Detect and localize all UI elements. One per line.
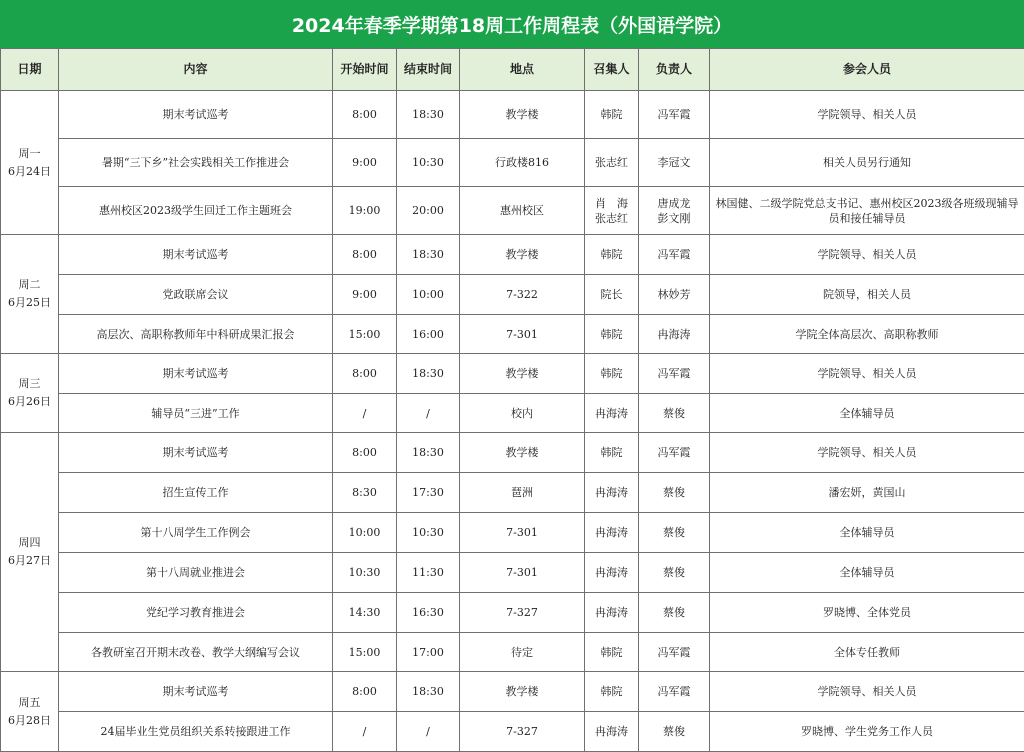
start-time: 19:00 bbox=[333, 187, 397, 235]
convener-cell bbox=[585, 91, 639, 139]
table-row bbox=[1, 187, 1024, 235]
table-row bbox=[1, 672, 1024, 712]
schedule-table bbox=[0, 48, 1024, 752]
attendees: 罗晓博、全体党员 bbox=[710, 593, 1024, 633]
event-place: 教学楼 bbox=[460, 91, 585, 139]
start-time: 10:30 bbox=[333, 553, 397, 593]
event-place: 惠州校区 bbox=[460, 187, 585, 235]
convener-cell bbox=[585, 593, 639, 633]
end-time: 18:30 bbox=[397, 354, 460, 394]
event-content: 期末考试巡考 bbox=[59, 672, 333, 712]
end-time: 17:00 bbox=[397, 633, 460, 672]
convener-cell bbox=[585, 473, 639, 513]
header-owner: 负责人 bbox=[639, 49, 710, 91]
event-place: 校内 bbox=[460, 394, 585, 433]
owner-cell bbox=[639, 139, 710, 187]
table-row bbox=[1, 633, 1024, 672]
weekday-label: 周一 bbox=[18, 146, 41, 160]
convener-name: 张志红 bbox=[595, 211, 628, 225]
event-place: 教学楼 bbox=[460, 354, 585, 394]
end-time: 11:30 bbox=[397, 553, 460, 593]
event-content: 高层次、高职称教师年中科研成果汇报会 bbox=[59, 315, 333, 354]
owner-cell bbox=[639, 593, 710, 633]
owner-cell bbox=[639, 187, 710, 235]
owner-name: 蔡俊 bbox=[663, 526, 685, 539]
start-time: 14:30 bbox=[333, 593, 397, 633]
day-cell bbox=[1, 433, 59, 672]
end-time: 20:00 bbox=[397, 187, 460, 235]
event-content: 期末考试巡考 bbox=[59, 354, 333, 394]
header-row bbox=[1, 49, 1024, 91]
owner-name: 冯军霞 bbox=[657, 446, 691, 459]
event-place: 琶洲 bbox=[460, 473, 585, 513]
event-content: 暑期“三下乡”社会实践相关工作推进会 bbox=[59, 139, 333, 187]
header-start: 开始时间 bbox=[333, 49, 397, 91]
table-row bbox=[1, 235, 1024, 275]
table-row bbox=[1, 433, 1024, 473]
attendees: 潘宏妍，黄国山 bbox=[710, 473, 1024, 513]
convener-name: 冉海涛 bbox=[595, 725, 628, 738]
table-row bbox=[1, 513, 1024, 553]
attendees: 全体辅导员 bbox=[710, 553, 1024, 593]
date-label: 6月28日 bbox=[8, 713, 51, 727]
convener-cell bbox=[585, 394, 639, 433]
table-row bbox=[1, 712, 1024, 752]
date-label: 6月24日 bbox=[8, 164, 51, 178]
event-place: 教学楼 bbox=[460, 672, 585, 712]
owner-name: 唐成龙 bbox=[657, 196, 691, 210]
event-content: 各教研室召开期末改卷、教学大纲编写会议 bbox=[59, 633, 333, 672]
attendees: 全体辅导员 bbox=[710, 513, 1024, 553]
attendees: 学院全体高层次、高职称教师 bbox=[710, 315, 1024, 354]
start-time: 9:00 bbox=[333, 139, 397, 187]
convener-name: 冉海涛 bbox=[595, 566, 628, 579]
event-content: 惠州校区2023级学生回迁工作主题班会 bbox=[59, 187, 333, 235]
end-time: 18:30 bbox=[397, 672, 460, 712]
header-content: 内容 bbox=[59, 49, 333, 91]
attendees: 全体专任教师 bbox=[710, 633, 1024, 672]
weekday-label: 周二 bbox=[18, 278, 41, 291]
schedule-body bbox=[1, 91, 1024, 752]
event-content: 第十八周学生工作例会 bbox=[59, 513, 333, 553]
owner-name: 蔡俊 bbox=[663, 486, 685, 499]
end-time: 10:30 bbox=[397, 139, 460, 187]
convener-name: 张志红 bbox=[595, 156, 628, 169]
weekday-label: 周三 bbox=[18, 377, 41, 390]
owner-cell bbox=[639, 672, 710, 712]
end-time: 18:30 bbox=[397, 235, 460, 275]
owner-cell bbox=[639, 315, 710, 354]
start-time: 10:00 bbox=[333, 513, 397, 553]
convener-cell bbox=[585, 354, 639, 394]
date-label: 6月27日 bbox=[8, 554, 51, 567]
end-time: 16:30 bbox=[397, 593, 460, 633]
owner-cell bbox=[639, 633, 710, 672]
end-time: 16:00 bbox=[397, 315, 460, 354]
convener-cell bbox=[585, 315, 639, 354]
event-content: 期末考试巡考 bbox=[59, 91, 333, 139]
convener-name: 韩院 bbox=[600, 327, 623, 341]
start-time: 8:00 bbox=[333, 433, 397, 473]
table-row bbox=[1, 91, 1024, 139]
event-place: 7-327 bbox=[460, 593, 585, 633]
convener-cell bbox=[585, 275, 639, 315]
attendees: 罗晓博、学生党务工作人员 bbox=[710, 712, 1024, 752]
owner-name: 蔡俊 bbox=[663, 606, 685, 619]
start-time: 15:00 bbox=[333, 633, 397, 672]
owner-cell bbox=[639, 235, 710, 275]
event-content: 24届毕业生党员组织关系转接跟进工作 bbox=[59, 712, 333, 752]
attendees: 林国健、二级学院党总支书记、惠州校区2023级各班级现辅导员和接任辅导员 bbox=[710, 187, 1024, 235]
end-time: 18:30 bbox=[397, 433, 460, 473]
owner-cell bbox=[639, 433, 710, 473]
convener-name: 韩院 bbox=[600, 446, 623, 459]
day-cell bbox=[1, 672, 59, 752]
owner-name: 蔡俊 bbox=[663, 725, 685, 738]
start-time: 9:00 bbox=[333, 275, 397, 315]
header-attendees: 参会人员 bbox=[710, 49, 1024, 91]
convener-cell bbox=[585, 712, 639, 752]
attendees: 学院领导、相关人员 bbox=[710, 672, 1024, 712]
convener-cell bbox=[585, 513, 639, 553]
convener-name: 韩院 bbox=[600, 248, 623, 261]
attendees: 全体辅导员 bbox=[710, 394, 1024, 433]
owner-name: 冯军霞 bbox=[657, 645, 691, 659]
start-time: 8:00 bbox=[333, 235, 397, 275]
owner-name: 彭文刚 bbox=[657, 211, 691, 225]
owner-cell bbox=[639, 473, 710, 513]
owner-name: 冯军霞 bbox=[657, 248, 691, 261]
table-row bbox=[1, 593, 1024, 633]
convener-name: 韩院 bbox=[600, 645, 623, 659]
owner-cell bbox=[639, 354, 710, 394]
table-row bbox=[1, 315, 1024, 354]
event-place: 7-301 bbox=[460, 513, 585, 553]
start-time: 8:00 bbox=[333, 672, 397, 712]
start-time: 8:30 bbox=[333, 473, 397, 513]
convener-name: 冉海涛 bbox=[595, 406, 628, 420]
convener-name: 韩院 bbox=[600, 108, 623, 121]
convener-cell bbox=[585, 553, 639, 593]
event-place: 教学楼 bbox=[460, 433, 585, 473]
header-place: 地点 bbox=[460, 49, 585, 91]
convener-name: 冉海涛 bbox=[595, 606, 628, 619]
weekday-label: 周五 bbox=[18, 695, 41, 709]
owner-cell bbox=[639, 91, 710, 139]
start-time: 8:00 bbox=[333, 91, 397, 139]
attendees: 学院领导、相关人员 bbox=[710, 91, 1024, 139]
table-row bbox=[1, 275, 1024, 315]
header-end: 结束时间 bbox=[397, 49, 460, 91]
end-time: / bbox=[397, 394, 460, 433]
event-place: 7-327 bbox=[460, 712, 585, 752]
convener-cell bbox=[585, 433, 639, 473]
owner-name: 蔡俊 bbox=[663, 566, 685, 579]
convener-name: 韩院 bbox=[600, 685, 623, 698]
owner-name: 蔡俊 bbox=[663, 406, 685, 420]
convener-name: 院长 bbox=[600, 288, 623, 301]
owner-name: 林妙芳 bbox=[657, 288, 691, 301]
day-cell bbox=[1, 91, 59, 235]
owner-cell bbox=[639, 275, 710, 315]
owner-cell bbox=[639, 712, 710, 752]
date-label: 6月25日 bbox=[8, 296, 51, 309]
convener-name: 冉海涛 bbox=[595, 526, 628, 539]
event-place: 待定 bbox=[460, 633, 585, 672]
start-time: / bbox=[333, 394, 397, 433]
table-row bbox=[1, 354, 1024, 394]
start-time: 8:00 bbox=[333, 354, 397, 394]
event-content: 党政联席会议 bbox=[59, 275, 333, 315]
convener-name: 冉海涛 bbox=[595, 486, 628, 499]
end-time: 17:30 bbox=[397, 473, 460, 513]
convener-name: 韩院 bbox=[600, 367, 623, 380]
event-content: 第十八周就业推进会 bbox=[59, 553, 333, 593]
attendees: 院领导，相关人员 bbox=[710, 275, 1024, 315]
event-place: 7-322 bbox=[460, 275, 585, 315]
event-content: 期末考试巡考 bbox=[59, 433, 333, 473]
end-time: 18:30 bbox=[397, 91, 460, 139]
day-cell bbox=[1, 354, 59, 433]
event-place: 7-301 bbox=[460, 553, 585, 593]
owner-cell bbox=[639, 394, 710, 433]
attendees: 学院领导、相关人员 bbox=[710, 235, 1024, 275]
table-row bbox=[1, 394, 1024, 433]
event-content: 招生宣传工作 bbox=[59, 473, 333, 513]
convener-cell bbox=[585, 139, 639, 187]
date-label: 6月26日 bbox=[8, 395, 51, 408]
event-content: 期末考试巡考 bbox=[59, 235, 333, 275]
attendees: 学院领导、相关人员 bbox=[710, 354, 1024, 394]
day-cell bbox=[1, 235, 59, 354]
convener-cell bbox=[585, 633, 639, 672]
owner-name: 冯军霞 bbox=[657, 685, 691, 698]
event-content: 辅导员“三进”工作 bbox=[59, 394, 333, 433]
table-row bbox=[1, 473, 1024, 513]
convener-name: 肖 海 bbox=[595, 196, 628, 210]
owner-cell bbox=[639, 513, 710, 553]
owner-name: 李冠文 bbox=[657, 156, 691, 169]
start-time: / bbox=[333, 712, 397, 752]
end-time: / bbox=[397, 712, 460, 752]
start-time: 15:00 bbox=[333, 315, 397, 354]
owner-name: 冯军霞 bbox=[657, 108, 691, 121]
table-row bbox=[1, 139, 1024, 187]
header-date: 日期 bbox=[1, 49, 59, 91]
convener-cell bbox=[585, 672, 639, 712]
attendees: 学院领导、相关人员 bbox=[710, 433, 1024, 473]
end-time: 10:00 bbox=[397, 275, 460, 315]
attendees: 相关人员另行通知 bbox=[710, 139, 1024, 187]
owner-name: 冉海涛 bbox=[657, 327, 691, 341]
event-place: 教学楼 bbox=[460, 235, 585, 275]
weekday-label: 周四 bbox=[18, 536, 41, 549]
header-convener: 召集人 bbox=[585, 49, 639, 91]
event-place: 行政楼816 bbox=[460, 139, 585, 187]
table-row bbox=[1, 553, 1024, 593]
convener-cell bbox=[585, 235, 639, 275]
convener-cell bbox=[585, 187, 639, 235]
page-title: 2024年春季学期第18周工作周程表（外国语学院） bbox=[0, 0, 1024, 48]
end-time: 10:30 bbox=[397, 513, 460, 553]
owner-name: 冯军霞 bbox=[657, 367, 691, 380]
owner-cell bbox=[639, 553, 710, 593]
event-content: 党纪学习教育推进会 bbox=[59, 593, 333, 633]
event-place: 7-301 bbox=[460, 315, 585, 354]
